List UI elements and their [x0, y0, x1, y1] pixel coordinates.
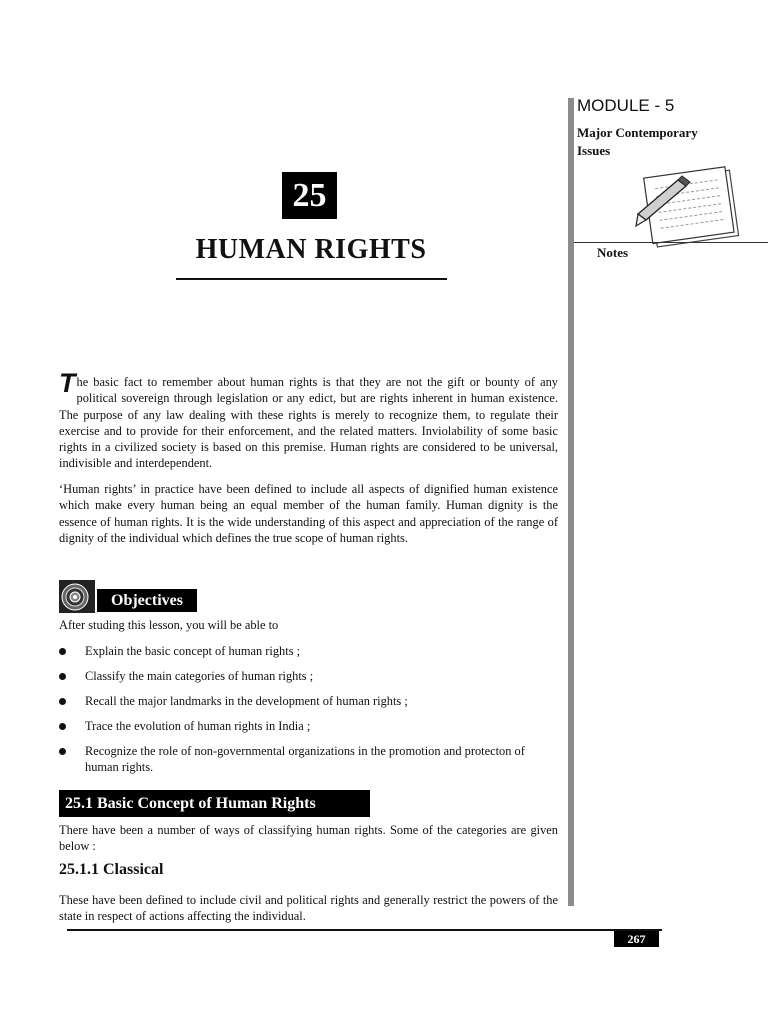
module-subtitle: Major Contemporary Issues [577, 125, 698, 158]
list-item: Explain the basic concept of human rights ; [59, 643, 558, 659]
bullet-icon [59, 648, 66, 655]
section-paragraph: There have been a number of ways of classifying human rights. Some of the categories are given below : [59, 823, 558, 854]
chapter-number: 25 [282, 172, 337, 219]
bullet-icon [59, 748, 66, 755]
list-item: Classify the main categories of human rights ; [59, 668, 558, 684]
module-label: MODULE - 5 [577, 96, 675, 115]
notes-rule [574, 242, 768, 243]
list-item: Recall the major landmarks in the development of human rights ; [59, 693, 558, 709]
footer-rule [67, 929, 662, 931]
list-item: Recognize the role of non-governmental organizations in the promotion and protecton of human rights. [59, 743, 558, 776]
section-heading: 25.1 Basic Concept of Human Rights [59, 790, 370, 817]
target-icon [59, 580, 95, 613]
title-underline [176, 278, 447, 280]
objectives-label: Objectives [97, 589, 197, 612]
chapter-title: HUMAN RIGHTS [195, 234, 427, 265]
bullet-icon [59, 698, 66, 705]
pencil-paper-icon [630, 162, 744, 250]
intro-paragraph-1-text: he basic fact to remember about human rights is that they are not the gift or bounty of any political sovereign through legislation or any edict, but are rights inherent in human existence. The purpose of any law dealing with these rights is merely to recognize them, to regulate their exercise and to provide for their enforcement, and the related matters. Inviolability of some basic rights in a civilized society is based on this premise. Human rights are considered to be universal, indivisible and interdependent. [59, 375, 558, 471]
objectives-list [59, 643, 558, 784]
subsection-heading: 25.1.1 Classical [59, 861, 164, 878]
bullet-icon [59, 673, 66, 680]
intro-paragraph-2: ‘Human rights’ in practice have been defined to include all aspects of dignified human existence which make every human being an equal member of the human family. Human dignity is the essence of human rights. It is the wide understanding of this aspect and appreciation of the range of dignity of the individual which defines the true scope of human rights. [59, 482, 558, 545]
intro-paragraph-1 [59, 368, 558, 472]
drop-cap: T [59, 368, 76, 398]
objectives-intro: After studing this lesson, you will be able to [59, 618, 279, 632]
bullet-icon [59, 723, 66, 730]
list-item: Trace the evolution of human rights in India ; [59, 718, 558, 734]
notes-label: Notes [597, 245, 629, 260]
page-number: 267 [614, 931, 659, 947]
subsection-paragraph: These have been defined to include civil and political rights and generally restrict the powers of the state in respect of actions affecting the individual. [59, 893, 558, 924]
sidebar-divider [568, 98, 574, 906]
